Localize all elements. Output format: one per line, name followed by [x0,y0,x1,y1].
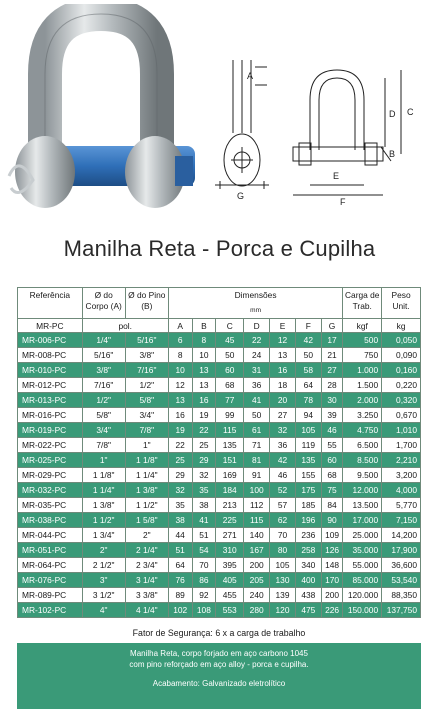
table-row [18,468,421,483]
table-cell: 135 [295,453,321,468]
table-cell: MR-035-PC [18,498,83,513]
table-cell: 10 [168,363,192,378]
table-cell: 1,010 [382,423,421,438]
table-cell: 119 [295,438,321,453]
table-cell: 78 [295,393,321,408]
table-cell: 5/16" [82,348,125,363]
table-cell: 51 [192,528,216,543]
header-referencia: Referência [18,288,83,319]
table-cell: 109 [321,528,343,543]
table-cell: MR-022-PC [18,438,83,453]
table-row [18,558,421,573]
table-row [18,603,421,618]
table-cell: 29 [168,468,192,483]
table-cell: MR-010-PC [18,363,83,378]
table-cell: 68 [216,378,244,393]
table-cell: 0,160 [382,363,421,378]
table-cell: 150.000 [343,603,382,618]
table-cell: 10 [192,348,216,363]
table-cell: 89 [168,588,192,603]
table-cell: 41 [192,513,216,528]
table-cell: 6.500 [343,438,382,453]
table-cell: MR-089-PC [18,588,83,603]
header-dimensoes [168,288,343,319]
table-cell: 5/8" [82,408,125,423]
table-cell: 44 [168,528,192,543]
table-cell: 105 [270,558,296,573]
table-cell: 258 [295,543,321,558]
table-cell: 3/4" [125,408,168,423]
table-cell: 70 [192,558,216,573]
table-cell: 68 [321,468,343,483]
table-cell: 71 [244,438,270,453]
table-cell: 61 [244,423,270,438]
table-cell: 1/2" [125,378,168,393]
subheader-pol: pol. [82,319,168,333]
table-cell: 2 3/4" [125,558,168,573]
table-cell: 148 [321,558,343,573]
table-cell: 1/4" [82,333,125,348]
table-cell: 1" [125,438,168,453]
table-cell: MR-006-PC [18,333,83,348]
table-cell: 57 [270,498,296,513]
table-cell: 22 [192,423,216,438]
table-cell: 17.000 [343,513,382,528]
table-row [18,393,421,408]
table-cell: 340 [295,558,321,573]
table-cell: 115 [244,513,270,528]
table-cell: 17 [321,333,343,348]
table-cell: 58 [295,363,321,378]
table-row [18,543,421,558]
table-cell: 455 [216,588,244,603]
table-cell: 99 [216,408,244,423]
table-cell: 155 [295,468,321,483]
table-cell: 42 [270,453,296,468]
table-cell: 310 [216,543,244,558]
table-cell: 8.500 [343,453,382,468]
table-row [18,573,421,588]
table-cell: MR-051-PC [18,543,83,558]
header-mm: mm [250,307,261,314]
table-cell: 22 [244,333,270,348]
table-cell: 395 [216,558,244,573]
table-cell: 38 [192,498,216,513]
table-cell: 184 [216,483,244,498]
table-cell: 94 [295,408,321,423]
table-cell: 8 [192,333,216,348]
table-cell: 18 [270,378,296,393]
table-cell: 75 [321,483,343,498]
subheader-e: E [270,319,296,333]
table-cell: 6 [168,333,192,348]
table-cell: 16 [168,408,192,423]
table-cell: MR-019-PC [18,423,83,438]
header-peso: Peso Unit. [382,288,421,319]
table-cell: 50 [244,408,270,423]
table-row [18,438,421,453]
table-cell: 2" [125,528,168,543]
label-a: A [247,71,254,81]
table-cell: 9.500 [343,468,382,483]
table-cell: 2.000 [343,393,382,408]
table-cell: 3 1/4" [125,573,168,588]
table-cell: 475 [295,603,321,618]
table-cell: 25.000 [343,528,382,543]
table-cell: 12 [168,378,192,393]
table-cell: 5,770 [382,498,421,513]
table-cell: 7/16" [82,378,125,393]
table-cell: MR-076-PC [18,573,83,588]
table-cell: 405 [216,573,244,588]
table-cell: 4" [82,603,125,618]
table-cell: 54 [192,543,216,558]
table-cell: 553 [216,603,244,618]
table-cell: 60 [321,453,343,468]
table-cell: 120 [270,603,296,618]
table-cell: 12.000 [343,483,382,498]
table-cell: 2 1/2" [82,558,125,573]
table-cell: 13.500 [343,498,382,513]
label-b: B [389,149,396,159]
table-cell: MR-064-PC [18,558,83,573]
table-cell: 17,900 [382,543,421,558]
table-cell: 0,090 [382,348,421,363]
table-cell: 3/8" [125,348,168,363]
table-cell: 14,200 [382,528,421,543]
table-cell: 140 [244,528,270,543]
table-cell: 35 [168,498,192,513]
table-cell: 41 [244,393,270,408]
table-cell: 115 [216,423,244,438]
table-cell: 1 3/8" [125,483,168,498]
table-row [18,333,421,348]
table-cell: 1 1/2" [82,513,125,528]
table-cell: 22 [168,438,192,453]
table-cell: 170 [321,573,343,588]
table-cell: 4,000 [382,483,421,498]
table-cell: 240 [244,588,270,603]
product-images [0,0,439,232]
table-row [18,498,421,513]
table-cell: 55 [321,438,343,453]
table-cell: MR-008-PC [18,348,83,363]
table-cell: 169 [216,468,244,483]
table-cell: 1 1/2" [125,498,168,513]
table-cell: 70 [270,528,296,543]
table-cell: 1" [82,453,125,468]
table-cell: 2 1/4" [125,543,168,558]
table-cell: 7/8" [125,423,168,438]
table-cell: 32 [192,468,216,483]
table-cell: 62 [270,513,296,528]
table-cell: 60 [216,363,244,378]
table-cell: 46 [321,423,343,438]
table-cell: 0,220 [382,378,421,393]
table-cell: 5/16" [125,333,168,348]
table-cell: 52 [270,483,296,498]
table-cell: 51 [168,543,192,558]
specs-table-body [18,333,421,618]
table-cell: 1 1/8" [125,453,168,468]
table-row [18,528,421,543]
table-cell: 100 [244,483,270,498]
header-carga: Carga de Trab. [343,288,382,319]
table-cell: 3" [82,573,125,588]
table-cell: 13 [192,378,216,393]
table-cell: 2,210 [382,453,421,468]
table-cell: MR-044-PC [18,528,83,543]
table-cell: 50 [216,348,244,363]
table-cell: MR-013-PC [18,393,83,408]
table-cell: 50 [295,348,321,363]
note-line-3: Acabamento: Galvanizado eletrolítico [152,679,286,688]
table-cell: 32 [168,483,192,498]
table-cell: 35 [192,483,216,498]
table-cell: 112 [244,498,270,513]
table-cell: 438 [295,588,321,603]
table-cell: 85.000 [343,573,382,588]
table-cell: 1 1/4" [125,468,168,483]
label-d: D [389,109,396,119]
table-row [18,363,421,378]
table-cell: 81 [244,453,270,468]
table-cell: 21 [321,348,343,363]
table-cell: 205 [244,573,270,588]
table-cell: 271 [216,528,244,543]
table-cell: 39 [321,408,343,423]
table-cell: 27 [321,363,343,378]
table-cell: 1.000 [343,363,382,378]
table-cell: 2" [82,543,125,558]
table-cell: 213 [216,498,244,513]
table-cell: 120.000 [343,588,382,603]
table-cell: 24 [244,348,270,363]
table-cell: 27 [270,408,296,423]
table-cell: 1 3/4" [82,528,125,543]
subheader-kg: kg [382,319,421,333]
table-cell: 167 [244,543,270,558]
table-cell: 16 [270,363,296,378]
table-cell: 500 [343,333,382,348]
table-cell: 1 1/8" [82,468,125,483]
table-cell: 137,750 [382,603,421,618]
table-cell: 31 [244,363,270,378]
table-cell: 226 [321,603,343,618]
label-f: F [340,197,346,205]
shackle-photo [5,4,200,226]
dimension-diagram [195,55,435,205]
header-pino: Ø do Pino (B) [125,288,168,319]
table-cell: 4 1/4" [125,603,168,618]
table-cell: 13 [270,348,296,363]
subheader-b: B [192,319,216,333]
table-cell: 750 [343,348,382,363]
table-cell: 92 [192,588,216,603]
table-cell: 175 [295,483,321,498]
table-cell: 53,540 [382,573,421,588]
label-e: E [333,171,340,181]
table-cell: MR-025-PC [18,453,83,468]
table-cell: MR-029-PC [18,468,83,483]
table-cell: 38 [168,513,192,528]
table-cell: 3/4" [82,423,125,438]
table-cell: 36,600 [382,558,421,573]
table-cell: 1/2" [82,393,125,408]
specs-table [17,287,421,618]
table-row [18,453,421,468]
table-cell: 102 [168,603,192,618]
table-cell: 3 1/2" [82,588,125,603]
table-row [18,423,421,438]
table-cell: 200 [321,588,343,603]
note-line-1: Manilha Reta, corpo forjado em aço carbono 1045 [130,649,308,658]
subheader-c: C [216,319,244,333]
note-line-2: com pino reforçado em aço alloy - porca e cupilha. [129,660,309,669]
table-cell: 20 [270,393,296,408]
table-row [18,408,421,423]
table-cell: 55.000 [343,558,382,573]
table-cell: 108 [192,603,216,618]
table-cell: 3.250 [343,408,382,423]
table-cell: 1.500 [343,378,382,393]
table-cell: 8 [168,348,192,363]
table-cell: MR-102-PC [18,603,83,618]
table-row [18,483,421,498]
table-cell: 196 [295,513,321,528]
table-cell: 30 [321,393,343,408]
table-cell: 46 [270,468,296,483]
table-cell: 28 [321,378,343,393]
table-cell: MR-038-PC [18,513,83,528]
table-cell: 86 [192,573,216,588]
subheader-g: G [321,319,343,333]
table-cell: 25 [168,453,192,468]
table-cell: 5/8" [125,393,168,408]
subheader-f: F [295,319,321,333]
table-cell: 19 [192,408,216,423]
table-row [18,588,421,603]
table-row [18,513,421,528]
subheader-d: D [244,319,270,333]
table-cell: 16 [192,393,216,408]
table-cell: 84 [321,498,343,513]
table-cell: 19 [168,423,192,438]
table-cell: 3 3/8" [125,588,168,603]
header-dimensoes-label: Dimensões [234,290,277,300]
table-cell: 1 3/8" [82,498,125,513]
table-cell: 185 [295,498,321,513]
table-cell: 13 [192,363,216,378]
table-cell: 29 [192,453,216,468]
table-cell: 7,150 [382,513,421,528]
table-cell: 13 [168,393,192,408]
table-cell: 32 [270,423,296,438]
table-cell: 64 [168,558,192,573]
table-cell: 90 [321,513,343,528]
table-cell: 1,700 [382,438,421,453]
table-cell: MR-032-PC [18,483,83,498]
table-cell: 77 [216,393,244,408]
table-cell: 0,050 [382,333,421,348]
table-cell: 91 [244,468,270,483]
product-note [17,643,421,709]
subheader-kgf: kgf [343,319,382,333]
header-corpo: Ø do Corpo (A) [82,288,125,319]
table-cell: 45 [216,333,244,348]
table-cell: 76 [168,573,192,588]
table-cell: 25 [192,438,216,453]
subheader-a: A [168,319,192,333]
table-cell: 42 [295,333,321,348]
table-cell: 7/16" [125,363,168,378]
table-cell: 200 [244,558,270,573]
table-cell: MR-012-PC [18,378,83,393]
table-cell: 35.000 [343,543,382,558]
page-title: Manilha Reta - Porca e Cupilha [63,236,376,261]
table-row [18,378,421,393]
table-cell: 36 [270,438,296,453]
table-cell: 4.750 [343,423,382,438]
table-cell: 151 [216,453,244,468]
label-c: C [407,107,414,117]
safety-factor: Fator de Segurança: 6 x a carga de trabalho [132,628,306,638]
label-g: G [237,191,245,201]
table-cell: 80 [270,543,296,558]
table-cell: 1 1/4" [82,483,125,498]
table-cell: 1 5/8" [125,513,168,528]
table-cell: 36 [244,378,270,393]
table-cell: MR-016-PC [18,408,83,423]
subheader-ref: MR-PC [18,319,83,333]
table-cell: 0,670 [382,408,421,423]
table-cell: 64 [295,378,321,393]
table-cell: 126 [321,543,343,558]
table-cell: 7/8" [82,438,125,453]
table-cell: 280 [244,603,270,618]
table-cell: 225 [216,513,244,528]
table-cell: 0,320 [382,393,421,408]
table-cell: 3/8" [82,363,125,378]
table-cell: 3,200 [382,468,421,483]
table-cell: 135 [216,438,244,453]
table-row [18,348,421,363]
table-cell: 12 [270,333,296,348]
table-cell: 400 [295,573,321,588]
table-cell: 236 [295,528,321,543]
table-cell: 105 [295,423,321,438]
table-cell: 130 [270,573,296,588]
table-cell: 139 [270,588,296,603]
table-cell: 88,350 [382,588,421,603]
